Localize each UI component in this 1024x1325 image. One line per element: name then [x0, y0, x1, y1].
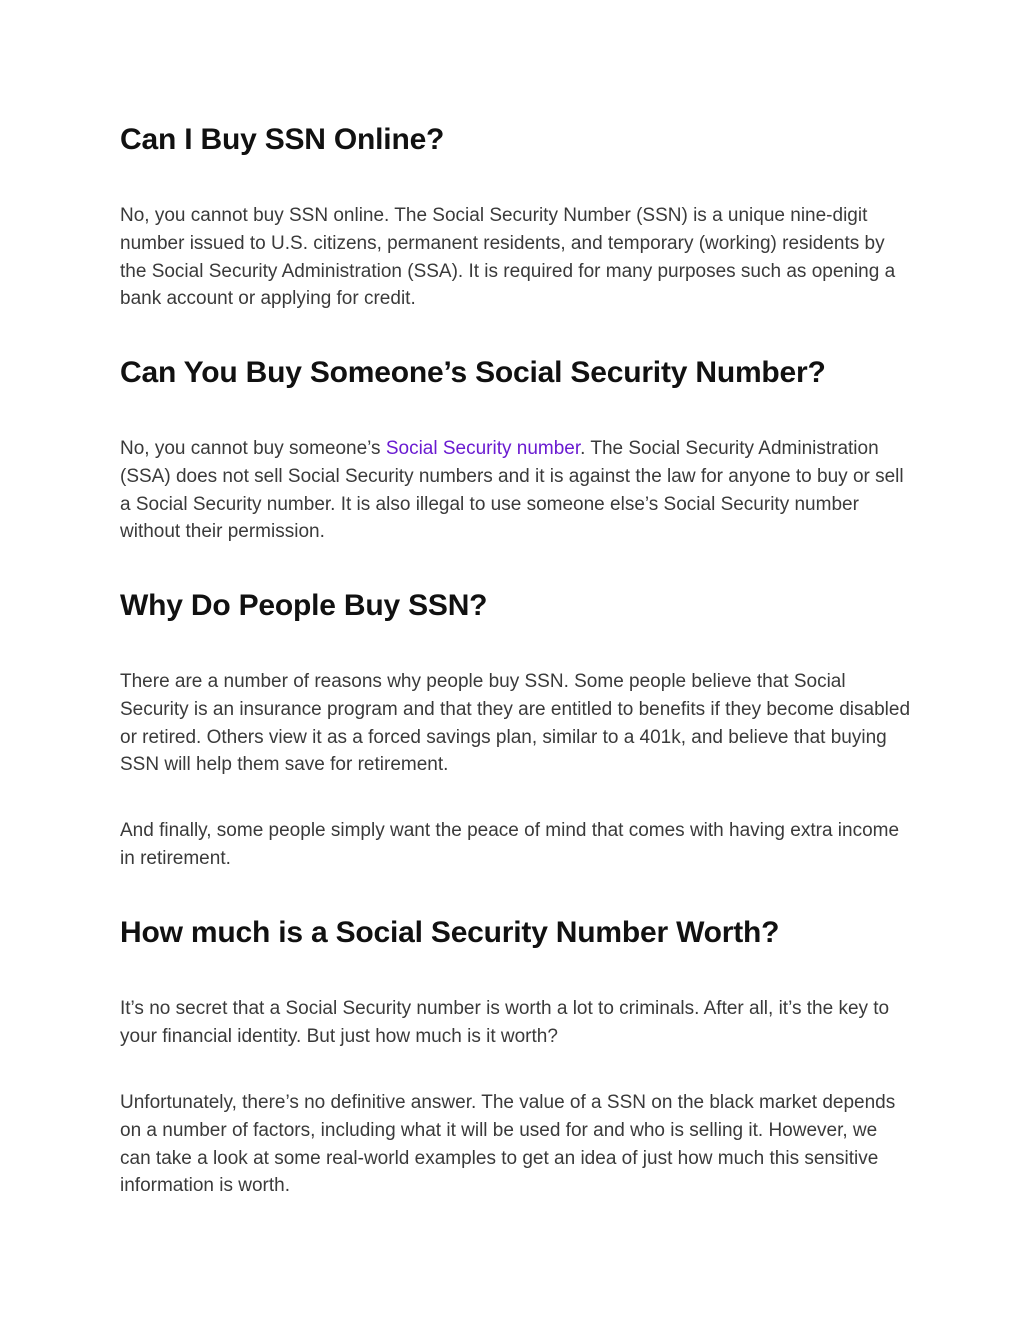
paragraph-ssn-worth-1: It’s no secret that a Social Security number is worth a lot to criminals. After all, it’s the key to your financial identity. But just how much is it worth? — [120, 998, 890, 1047]
paragraph-buy-someones-ssn — [120, 435, 910, 546]
paragraph-text-after-link: . The Social Security Administration (SSA) does not sell Social Security numbers and it is against the law for anyone to buy or sell a Social Security number. It is also illegal to use someone else’s Social Security number without their permission. — [120, 438, 904, 543]
paragraph-why-people-buy-2: And finally, some people simply want the peace of mind that comes with having extra income in retirement. — [120, 820, 900, 869]
social-security-number-link[interactable]: Social Security number — [385, 438, 581, 459]
section-heading-ssn-worth: How much is a Social Security Number Worth? — [120, 916, 780, 949]
paragraph-why-people-buy-1: There are a number of reasons why people buy SSN. Some people believe that Social Security is an insurance program and that they are entitled to benefits if they become disabled or retired. Others view it as a forced savings plan, similar to a 401k, and believe that buying SSN will help them save for retirement. — [120, 671, 911, 776]
paragraph-buy-ssn-online: No, you cannot buy SSN online. The Social Security Number (SSN) is a unique nine-digit number issued to U.S. citizens, permanent residents, and temporary (working) residents by the Social Security Administration (SSA). It is required for many purposes such as opening a bank account or applying for credit. — [120, 205, 896, 310]
paragraph-text-before-link: No, you cannot buy someone’s — [120, 438, 386, 459]
section-heading-buy-someones-ssn: Can You Buy Someone’s Social Security Number? — [120, 356, 826, 389]
section-heading-buy-ssn-online: Can I Buy SSN Online? — [120, 123, 445, 156]
section-heading-why-people-buy: Why Do People Buy SSN? — [120, 589, 488, 622]
paragraph-ssn-worth-2: Unfortunately, there’s no definitive answer. The value of a SSN on the black market depends on a number of factors, including what it will be used for and who is selling it. However, we can take a look at some real-world examples to get an idea of just how much this sensitive information is worth. — [120, 1092, 896, 1197]
